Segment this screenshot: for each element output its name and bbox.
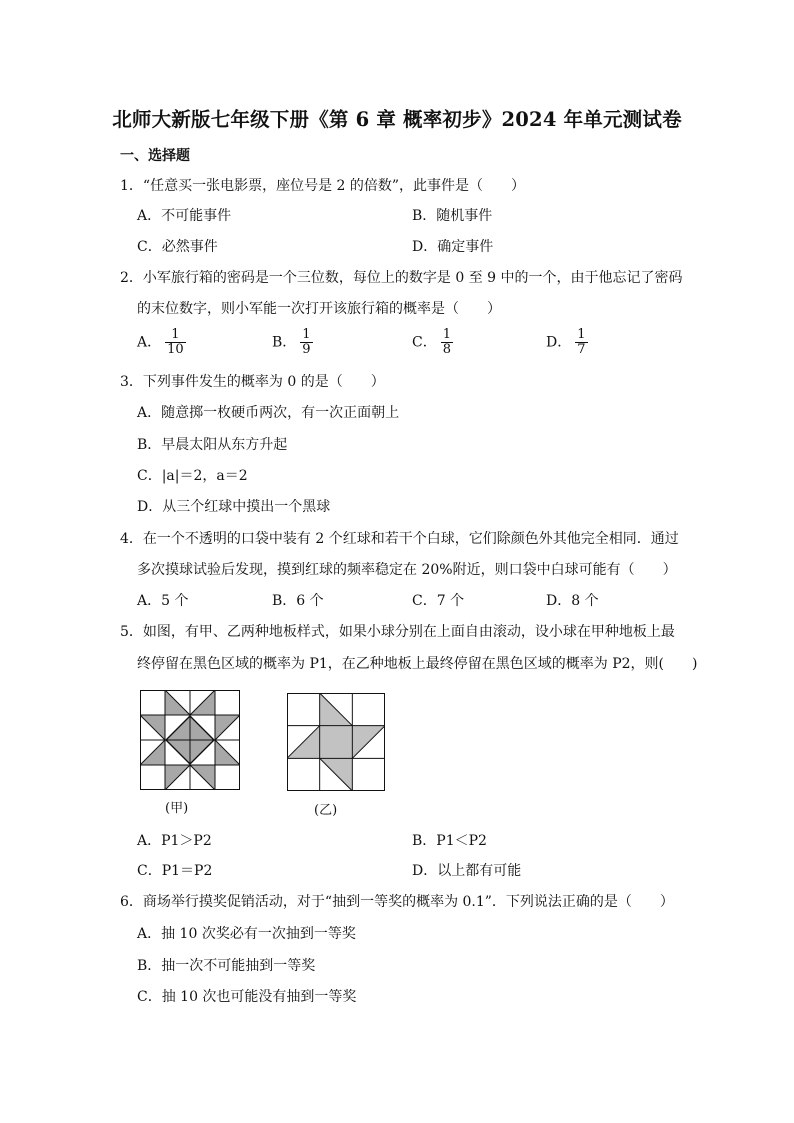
- page-title: 北师大新版七年级下册《第 6 章 概率初步》2024 年单元测试卷: [112, 108, 682, 131]
- question-2-stem-line2: 的末位数字，则小军能一次打开该旅行箱的概率是（ ）: [137, 301, 501, 317]
- q3-option-d[interactable]: D．从三个红球中摸出一个黑球: [137, 499, 331, 515]
- question-3-stem: 3．下列事件发生的概率为 0 的是（ ）: [120, 374, 385, 390]
- question-5-stem-line1: 5．如图，有甲、乙两种地板样式，如果小球分别在上面自由滚动，设小球在甲种地板上最: [120, 624, 675, 640]
- numerator: 1: [577, 327, 586, 342]
- question-4-stem-line1: 4．在一个不透明的口袋中装有 2 个红球和若干个白球，它们除颜色外其他完全相同．通过: [120, 531, 679, 547]
- question-2-stem-line1: 2．小军旅行箱的密码是一个三位数，每位上的数字是 0 至 9 中的一个，由于他忘记了密码: [120, 270, 683, 286]
- q2-option-d[interactable]: [546, 328, 588, 357]
- denominator: 10: [167, 342, 184, 357]
- question-4-stem-line2: 多次摸球试验后发现，摸到红球的频率稳定在 20%附近，则口袋中白球可能有（ ）: [137, 562, 677, 578]
- question-6-stem: 6．商场举行摸奖促销活动，对于“抽到一等奖的概率为 0.1”．下列说法正确的是（ ）: [120, 894, 674, 910]
- q6-option-c[interactable]: C．抽 10 次也可能没有抽到一等奖: [137, 989, 357, 1005]
- q4-option-d[interactable]: D．8 个: [546, 593, 599, 609]
- option-label: C．: [412, 334, 437, 351]
- fraction: [441, 328, 453, 357]
- q4-option-c[interactable]: C．7 个: [412, 593, 465, 609]
- q5-option-d[interactable]: D．以上都有可能: [412, 863, 522, 879]
- question-1-stem: 1．“任意买一张电影票，座位号是 2 的倍数”，此事件是（ ）: [120, 178, 526, 194]
- q5-option-b[interactable]: B．P1＜P2: [412, 833, 487, 849]
- q2-option-b[interactable]: [272, 328, 313, 357]
- denominator: 9: [302, 342, 311, 357]
- fraction: [165, 328, 186, 357]
- q4-option-a[interactable]: A．5 个: [137, 593, 189, 609]
- q1-option-d[interactable]: D．确定事件: [412, 239, 494, 255]
- numerator: 1: [165, 328, 186, 343]
- q5-option-a[interactable]: A．P1＞P2: [137, 833, 212, 849]
- q4-option-b[interactable]: B．6 个: [272, 593, 324, 609]
- figure-label-jia: (甲): [165, 801, 189, 816]
- numerator: 1: [302, 327, 311, 342]
- q3-option-a[interactable]: A．随意掷一枚硬币两次，有一次正面朝上: [137, 405, 400, 421]
- fraction: [575, 328, 587, 357]
- q1-option-a[interactable]: A．不可能事件: [137, 208, 232, 224]
- option-label: D．: [546, 334, 572, 351]
- q1-option-b[interactable]: B．随机事件: [412, 208, 493, 224]
- q1-option-c[interactable]: C．必然事件: [137, 239, 218, 255]
- denominator: 8: [442, 342, 451, 357]
- figure-label-yi: (乙): [314, 803, 338, 818]
- fraction: [300, 328, 312, 357]
- numerator: 1: [442, 327, 451, 342]
- q3-option-b[interactable]: B．早晨太阳从东方升起: [137, 437, 288, 453]
- section-heading: 一、选择题: [120, 148, 190, 164]
- q5-option-c[interactable]: C．P1＝P2: [137, 863, 213, 879]
- denominator: 7: [577, 342, 586, 357]
- center-square: [320, 726, 353, 759]
- q6-option-a[interactable]: A．抽 10 次奖必有一次抽到一等奖: [137, 926, 356, 942]
- option-label: B．: [272, 334, 297, 351]
- floor-pattern-yi-figure: [287, 693, 385, 791]
- question-5-stem-line2: 终停留在黑色区域的概率为 P1，在乙种地板上最终停留在黑色区域的概率为 P2，则( ): [137, 656, 698, 672]
- q2-option-a[interactable]: [137, 328, 186, 357]
- q2-option-c[interactable]: [412, 328, 453, 357]
- floor-pattern-jia-figure: [140, 690, 240, 790]
- q3-option-c[interactable]: C．|a|＝2，a＝2: [137, 468, 248, 484]
- q6-option-b[interactable]: B．抽一次不可能抽到一等奖: [137, 958, 316, 974]
- option-label: A．: [137, 334, 162, 351]
